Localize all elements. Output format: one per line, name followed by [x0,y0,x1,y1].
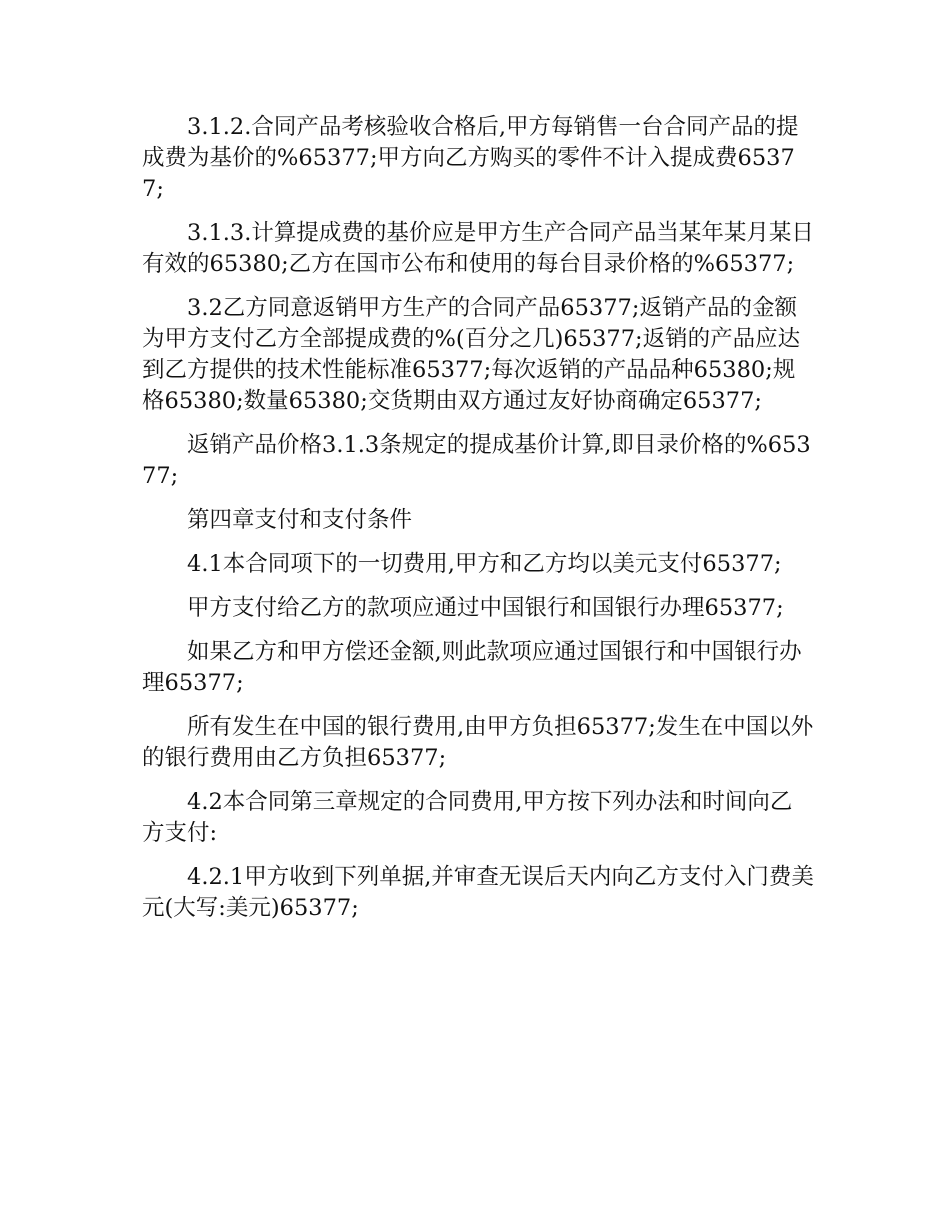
paragraph-4-2-1: 4.2.1甲方收到下列单据,并审查无误后天内向乙方支付入门费美元(大写:美元)65377; [142,864,814,921]
paragraph-bank-fees: 所有发生在中国的银行费用,由甲方负担65377;发生在中国以外的银行费用由乙方负担65377; [142,714,814,771]
paragraph-3-1-3: 3.1.3.计算提成费的基价应是甲方生产合同产品当某年某月某日有效的65380;乙方在国市公布和使用的每台目录价格的%65377; [142,220,814,277]
paragraph-resale-price: 返销产品价格3.1.3条规定的提成基价计算,即目录价格的%65377; [142,432,811,489]
paragraph-3-2: 3.2乙方同意返销甲方生产的合同产品65377;返销产品的金额为甲方支付乙方全部提成费的%(百分之几)65377;返销的产品应达到乙方提供的技术性能标准65377;每次返销的产品品种65380;规格65380;数量65380;交货期由双方通过友好协商确定65377; [142,295,801,414]
chapter-4-heading: 第四章支付和支付条件 [187,507,413,533]
paragraph-repayment-bank: 如果乙方和甲方偿还金额,则此款项应通过国银行和中国银行办理65377; [142,639,802,696]
document-body [142,112,814,937]
paragraph-4-1: 4.1本合同项下的一切费用,甲方和乙方均以美元支付65377; [187,551,782,577]
paragraph-3-1-2: 3.1.2.合同产品考核验收合格后,甲方每销售一台合同产品的提成费为基价的%65377;甲方向乙方购买的零件不计入提成费65377; [142,114,799,202]
paragraph-4-2: 4.2本合同第三章规定的合同费用,甲方按下列办法和时间向乙方支付: [142,789,793,846]
paragraph-payment-bank: 甲方支付给乙方的款项应通过中国银行和国银行办理65377; [187,595,784,621]
